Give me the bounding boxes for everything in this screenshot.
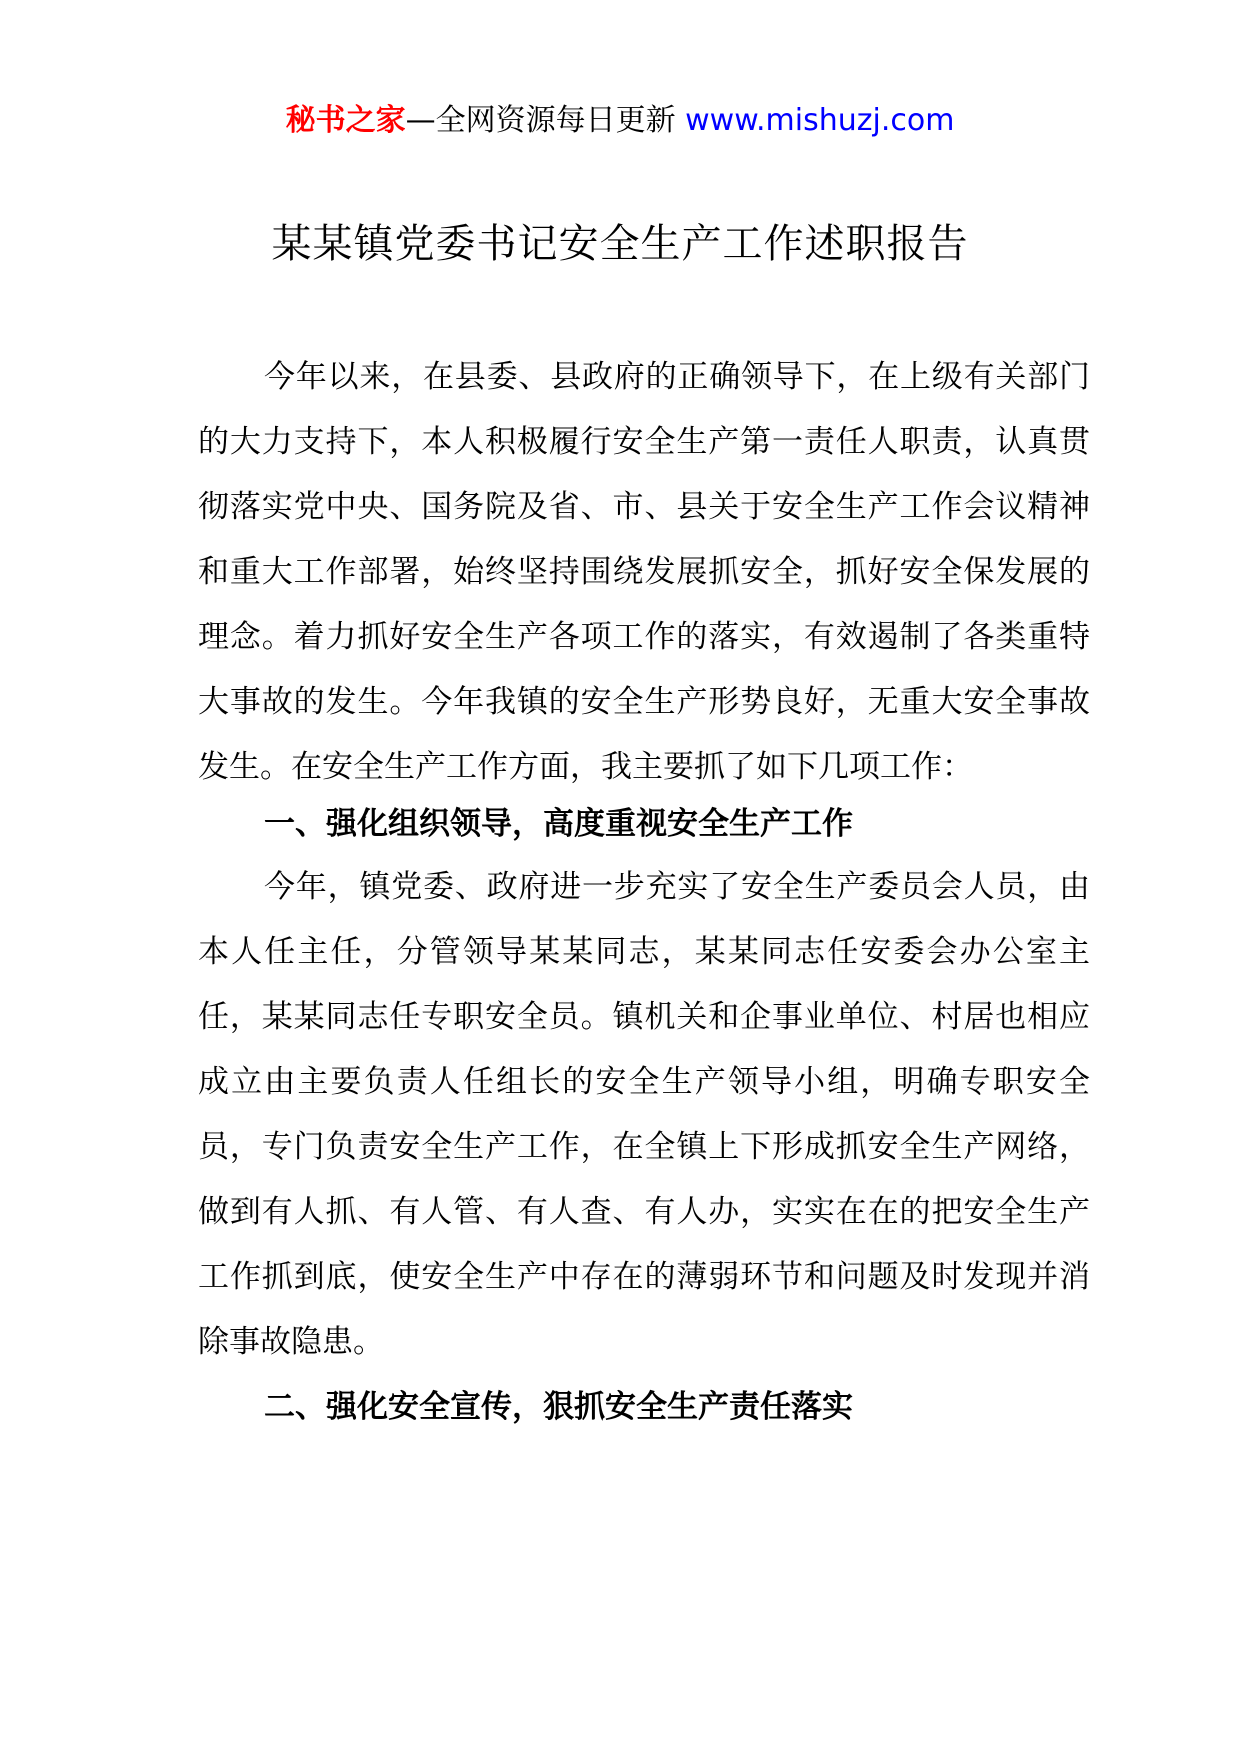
section-one-paragraph: 今年，镇党委、政府进一步充实了安全生产委员会人员，由本人任主任，分管领导某某同志，某某同志任安委会办公室主任，某某同志任专职安全员。镇机关和企事业单位、村居也相应成立由主要负责人任组长的安全生产领导小组，明确专职安全员，专门负责安全生产工作，在全镇上下形成抓安全生产网络，做到有人抓、有人管、有人查、有人办，实实在在的把安全生产工作抓到底，使安全生产中存在的薄弱环节和问题及时发现并消除事故隐患。	[198, 869, 1090, 1360]
document-body	[198, 345, 1090, 1440]
section-heading-one: 一、强化组织领导，高度重视安全生产工作	[264, 806, 853, 842]
document-title: 某某镇党委书记安全生产工作述职报告	[271, 221, 969, 267]
site-header	[0, 96, 1240, 146]
section-heading-two: 二、强化安全宣传，狠抓安全生产责任落实	[264, 1389, 853, 1425]
site-url-link[interactable]: www.mishuzj.com	[685, 103, 955, 138]
site-tagline: —全网资源每日更新	[405, 103, 676, 138]
site-brand: 秘书之家	[285, 103, 406, 138]
intro-paragraph: 今年以来，在县委、县政府的正确领导下，在上级有关部门的大力支持下，本人积极履行安全生产第一责任人职责，认真贯彻落实党中央、国务院及省、市、县关于安全生产工作会议精神和重大工作部署，始终坚持围绕发展抓安全，抓好安全保发展的理念。着力抓好安全生产各项工作的落实，有效遏制了各类重特大事故的发生。今年我镇的安全生产形势良好，无重大安全事故发生。在安全生产工作方面，我主要抓了如下几项工作：	[198, 359, 1090, 785]
